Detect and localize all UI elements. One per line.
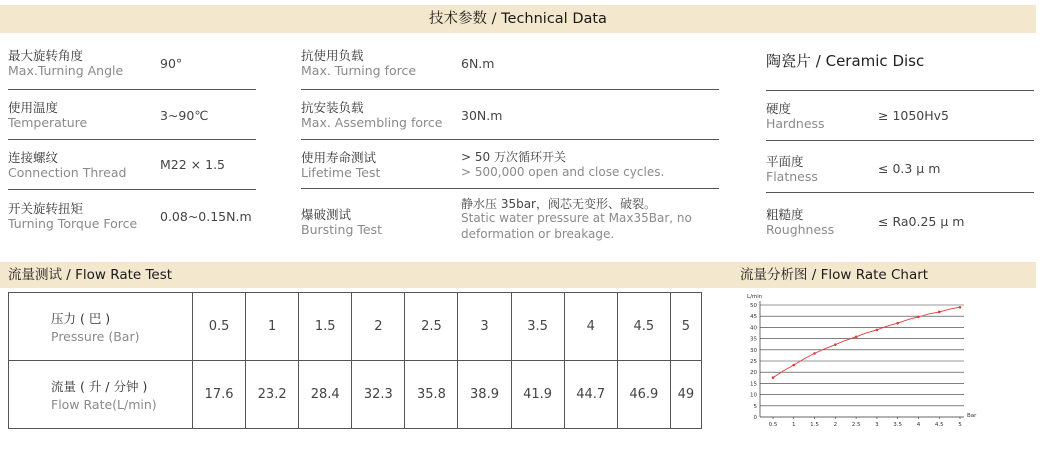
flow-section-header (0, 262, 1036, 288)
pressure-row (9, 293, 702, 361)
divider (301, 139, 719, 140)
x-tick-label: 1.5 (810, 422, 819, 428)
spec-value: ≤ 0.3 μ m (878, 161, 941, 176)
y-tick-label: 45 (750, 314, 757, 321)
flow-cell: 23.2 (246, 361, 299, 429)
flow-cell: 41.9 (511, 361, 564, 429)
y-tick-label: 5 (753, 403, 757, 410)
spec-value: ≤ Ra0.25 μ m (878, 214, 965, 229)
y-tick-label: 15 (750, 381, 757, 388)
technical-data-header (0, 5, 1036, 33)
flow-rate-chart (738, 290, 978, 430)
pressure-cell: 4 (564, 293, 617, 361)
data-point (772, 376, 775, 379)
ceramic-disc-title: 陶瓷片 / Ceramic Disc (766, 52, 925, 70)
divider (8, 89, 256, 90)
spec-value-zh: 静水压 35bar，阀芯无变形、破裂。 (461, 197, 656, 211)
spec-label-en: Lifetime Test (301, 165, 381, 180)
flow-cell: 46.9 (617, 361, 670, 429)
pressure-cell: 2.5 (405, 293, 458, 361)
y-tick-label: 40 (750, 325, 757, 332)
data-point (834, 343, 837, 346)
x-tick-label: 4.5 (934, 422, 944, 428)
data-point (813, 352, 816, 355)
spec-label-en: Roughness (766, 222, 835, 237)
pressure-cell: 4.5 (617, 293, 670, 361)
spec-value: 0.08~0.15N.m (160, 209, 252, 224)
flow-cell: 28.4 (299, 361, 352, 429)
spec-value: 6N.m (461, 56, 495, 71)
x-tick-label: 5 (958, 422, 962, 428)
data-point (855, 336, 858, 339)
spec-value-en: > 500,000 open and close cycles. (461, 165, 665, 179)
spec-value-zh: > 50 万次循环开关 (461, 150, 566, 164)
pressure-header (9, 293, 193, 361)
y-axis-label: L/min (747, 294, 763, 300)
spec-value: 90° (160, 56, 183, 71)
y-tick-label: 30 (750, 347, 757, 354)
data-point (792, 364, 795, 367)
flow-cell: 35.8 (405, 361, 458, 429)
spec-value: ≥ 1050Hv5 (878, 108, 950, 123)
spec-label-en: Flatness (766, 169, 818, 184)
data-point (938, 311, 941, 314)
spec-label-zh: 使用温度 (8, 100, 59, 115)
spec-value: 3~90℃ (160, 108, 209, 123)
flow-label-zh: 流量 ( 升 / 分钟 ) (51, 379, 148, 394)
flow-cell: 32.3 (352, 361, 405, 429)
x-axis-label: Bar (967, 413, 977, 419)
spec-label-zh: 爆破测试 (301, 207, 352, 222)
divider (301, 89, 719, 90)
flow-cell: 17.6 (193, 361, 246, 429)
flow-cell: 38.9 (458, 361, 511, 429)
y-tick-label: 20 (750, 370, 757, 377)
spec-label-zh: 平面度 (766, 154, 804, 169)
x-tick-label: 0.5 (768, 422, 778, 428)
spec-label-en: Max. Turning force (301, 63, 417, 78)
spec-value: M22 × 1.5 (160, 157, 225, 172)
spec-label-en: Hardness (766, 116, 825, 131)
spec-label-en: Max. Assembling force (301, 115, 443, 130)
spec-value-en-line2: deformation or breakage. (461, 227, 615, 241)
y-tick-label: 0 (753, 415, 757, 421)
data-point (959, 306, 962, 309)
y-tick-label: 50 (750, 303, 757, 309)
pressure-cell: 5 (670, 293, 701, 361)
flow-row (9, 361, 702, 429)
spec-label-en: Turning Torque Force (8, 216, 138, 231)
spec-value-en: Static water pressure at Max35Bar, no (461, 211, 692, 225)
flow-rate-table (8, 292, 702, 429)
technical-data-title: 技术参数 / Technical Data (429, 11, 607, 27)
divider (766, 192, 1034, 193)
divider (766, 140, 1034, 141)
flow-cell: 44.7 (564, 361, 617, 429)
data-point (876, 329, 879, 332)
spec-label-en: Connection Thread (8, 165, 127, 180)
spec-label-zh: 抗安装负载 (301, 100, 364, 115)
divider (766, 90, 1034, 91)
x-tick-label: 3 (875, 422, 879, 428)
data-point (896, 322, 899, 325)
pressure-cell: 0.5 (193, 293, 246, 361)
flow-rate-line (773, 307, 960, 377)
divider (301, 188, 719, 189)
flow-test-title: 流量测试 / Flow Rate Test (8, 267, 173, 283)
pressure-cell: 1.5 (299, 293, 352, 361)
divider (8, 189, 256, 190)
flow-cell: 49 (670, 361, 701, 429)
spec-label-zh: 使用寿命测试 (301, 150, 377, 165)
pressure-label-en: Pressure (Bar) (51, 329, 140, 344)
x-tick-label: 2 (833, 422, 838, 428)
spec-label-zh: 最大旋转角度 (8, 48, 84, 63)
spec-label-en: Temperature (8, 115, 88, 130)
flow-header (9, 361, 193, 429)
spec-label-zh: 连接螺纹 (8, 150, 59, 165)
spec-label-en: Bursting Test (301, 222, 382, 237)
spec-value: 30N.m (461, 108, 503, 123)
data-point (917, 316, 920, 319)
pressure-cell: 2 (352, 293, 405, 361)
pressure-cell: 3.5 (511, 293, 564, 361)
x-tick-label: 1 (792, 422, 796, 428)
divider (8, 139, 256, 140)
y-tick-label: 35 (750, 336, 757, 343)
x-tick-label: 3.5 (893, 422, 903, 428)
spec-label-en: Max.Turning Angle (8, 63, 124, 78)
spec-label-zh: 粗糙度 (766, 207, 804, 222)
y-tick-label: 25 (750, 359, 757, 365)
pressure-cell: 1 (246, 293, 299, 361)
flow-label-en: Flow Rate(L/min) (51, 397, 157, 412)
x-tick-label: 4 (916, 422, 921, 428)
y-tick-label: 10 (750, 392, 757, 399)
spec-label-zh: 抗使用负载 (301, 48, 364, 63)
spec-label-zh: 开关旋转扭矩 (8, 201, 84, 216)
spec-label-zh: 硬度 (766, 101, 792, 116)
flow-chart-title: 流量分析图 / Flow Rate Chart (740, 267, 929, 283)
pressure-cell: 3 (458, 293, 511, 361)
pressure-label-zh: 压力 ( 巴 ) (51, 311, 111, 326)
x-tick-label: 2.5 (851, 422, 861, 428)
